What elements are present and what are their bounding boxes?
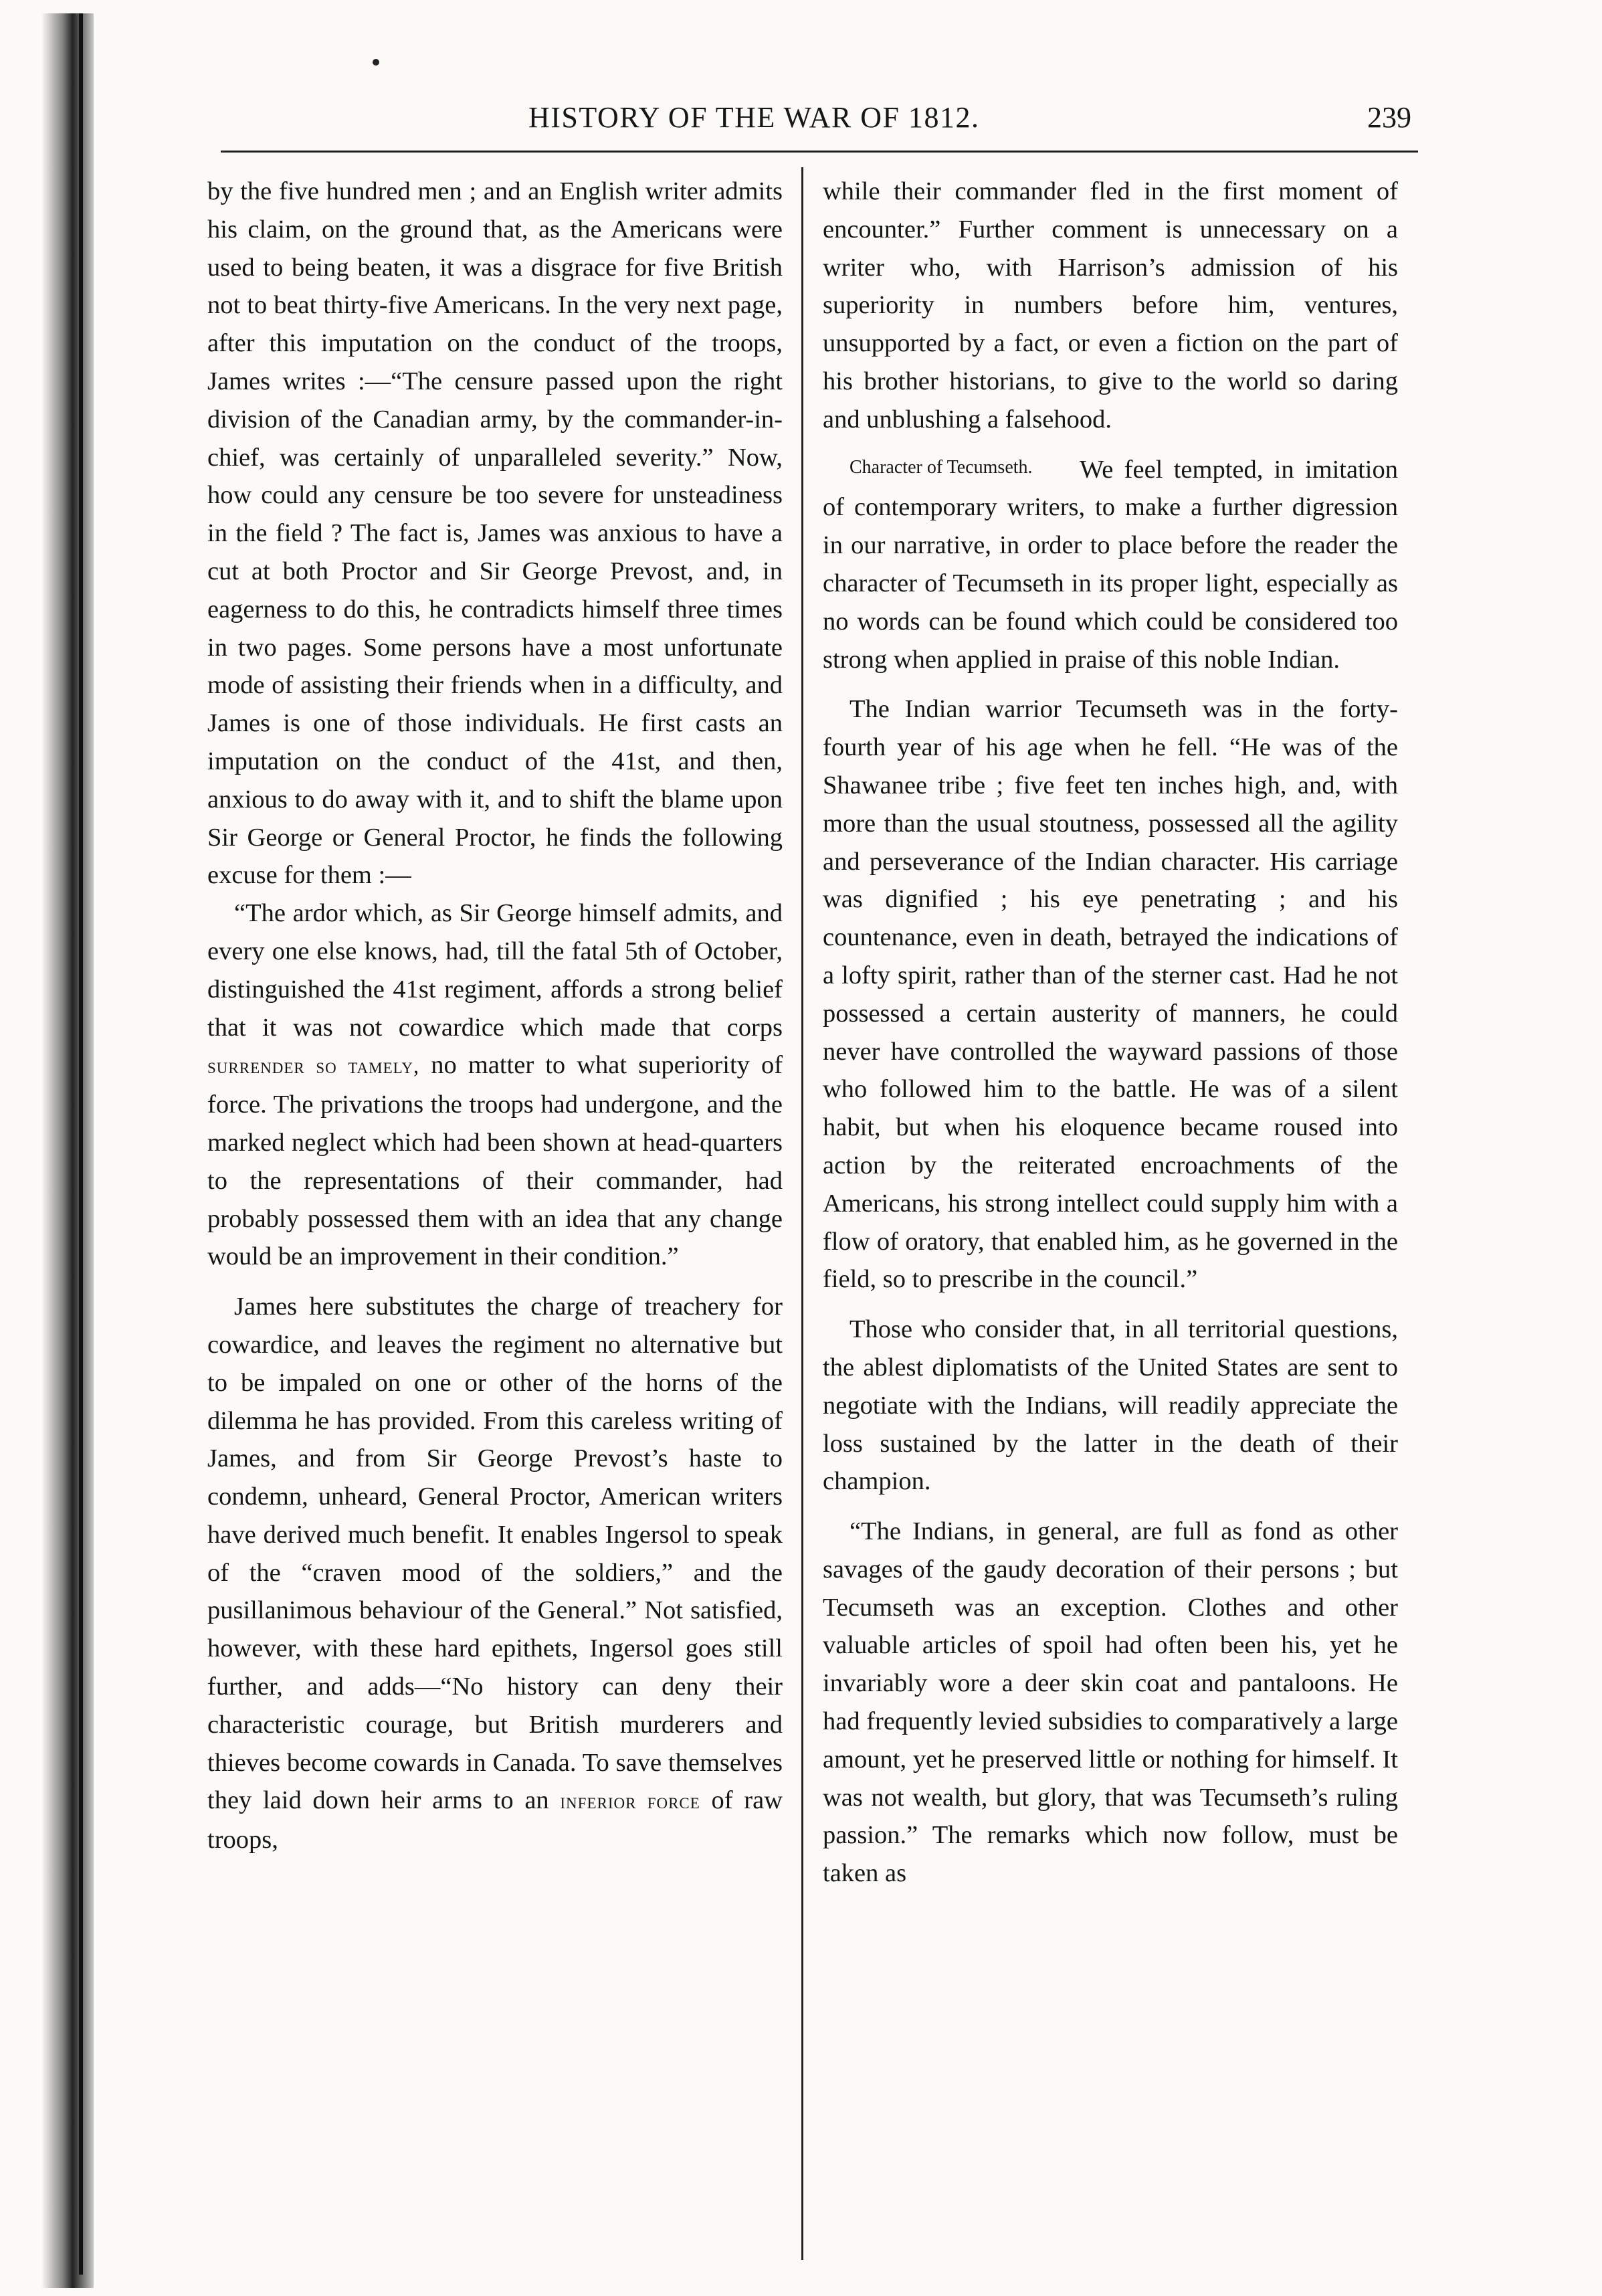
paragraph: The Indian warrior Tecumseth was in the forty-fourth year of his age when he fell. “He was of the Shawanee tribe ; five feet ten inches high, and, with more than the usual stoutness, possessed all the agility and perseverance of the Indian character. His carriage was dignified ; his eye penetrating ; and his countenance, even in death, betrayed the indications of a lofty spirit, rather than of the sterner cast. Had he not possessed a certain austerity of manners, he could never have controlled the wayward passions of those who followed him to the battle. He was of a silent habit, but when his eloquence became roused into action by the reiterated encroachments of the Americans, his strong intellect could supply him with a flow of oratory, that enabled him, as he governed in the field, so to prescribe in the council.” (823, 695, 1398, 1294)
paragraph (207, 1288, 783, 1859)
left-column (207, 173, 783, 1859)
quote-text: “The ardor which, as Sir George himself admits, and every one else knows, had, till the fatal 5th of October, distinguished the 41st regiment, affords a strong belief that it was not cowardice which made that corps (207, 899, 783, 1042)
header-rule (221, 151, 1418, 153)
small-caps-text: surrender so tamely, (207, 1054, 420, 1079)
small-caps-text: inferior force (560, 1790, 700, 1814)
paragraph: “The Indians, in general, are full as fond as other savages of the gaudy decoration of their persons ; but Tecumseth was an exception. Clothes and other valuable articles of spoil had often been his, yet he invariably wore a deer skin coat and pantaloons. He had frequently levied subsidies to comparatively a large amount, yet he preserved little or nothing for himself. It was not wealth, but glory, that was Tecumseth’s ruling passion.” The remarks which now follow, must be taken as (823, 1517, 1398, 1888)
right-column (823, 173, 1398, 1893)
ink-speck (373, 59, 379, 66)
marginal-sidenote: Character of Tecumseth. (849, 456, 1033, 478)
paragraph: Those who consider that, in all territorial questions, the ablest diplomatists of the United States are sent to negotiate with the Indians, will readily appreciate the loss sustained by the latter in the death of their champion. (823, 1315, 1398, 1496)
page-number: 239 (1367, 101, 1411, 134)
block-quote (207, 894, 783, 1276)
paragraph (823, 451, 1398, 679)
column-divider (801, 167, 803, 2260)
binding-edge (79, 13, 83, 2275)
paragraph-text: James here substitutes the charge of treachery for cowardice, and leaves the regiment no alternative but to be impaled on one or other of the horns of the dilemma he has provided. From this careless writing of James, and from Sir George Prevost’s haste to condemn, unheard, General Proctor, American writers have derived much benefit. It enables Ingersol to speak of the “craven mood of the soldiers,” and the pusillanimous behaviour of the General.” Not satisfied, however, with these hard epithets, Ingersol goes still further, and adds—“No history can deny their characteristic courage, but British murderers and thieves become cowards in Canada. To save themselves they laid down heir arms to an (207, 1293, 783, 1815)
paragraph-text: We feel tempted, in imitation of contemporary writers, to make a further digression in our narrative, in order to place before the reader the character of Tecumseth in its proper light, especially as no words can be found which could be considered too strong when applied in praise of this noble Indian. (823, 455, 1398, 674)
binding-shadow (41, 13, 94, 2288)
paragraph-text: of raw troops, (207, 1786, 783, 1854)
paragraph: by the five hundred men ; and an English writer admits his claim, on the ground that, as the Americans were used to being beaten, it was a disgrace for five British not to beat thirty-five Americans. In the very next page, after this imputation on the conduct of the troops, James writes :—“The censure passed upon the right division of the Canadian army, by the commander-in-chief, was certainly of unparalleled severity.” Now, how could any censure be too severe for unsteadiness in the field ? The fact is, James was anxious to have a cut at both Proctor and Sir George Prevost, and, in eagerness to do this, he contradicts himself three times in two pages. Some persons have a most unfortunate mode of assisting their friends when in a difficulty, and James is one of those individuals. He first casts an imputation on the conduct of the 41st, and then, anxious to do away with it, and to shift the blame upon Sir George or General Proctor, he finds the following excuse for them :— (207, 177, 783, 890)
paragraph: while their commander fled in the first moment of encounter.” Further comment is unnecessary on a writer who, with Harrison’s admission of his superiority in numbers before him, ventures, unsupported by a fact, or even a fiction on the part of his brother historians, to give to the world so daring and unblushing a falsehood. (823, 177, 1398, 434)
quote-text: no matter to what superiority of force. The privations the troops had undergone, and the marked neglect which had been shown at head-quarters to the representations of their commander, had probably possessed them with an idea that any change would be an improvement in their condition.” (207, 1051, 783, 1271)
running-header: HISTORY OF THE WAR OF 1812. (528, 101, 980, 134)
